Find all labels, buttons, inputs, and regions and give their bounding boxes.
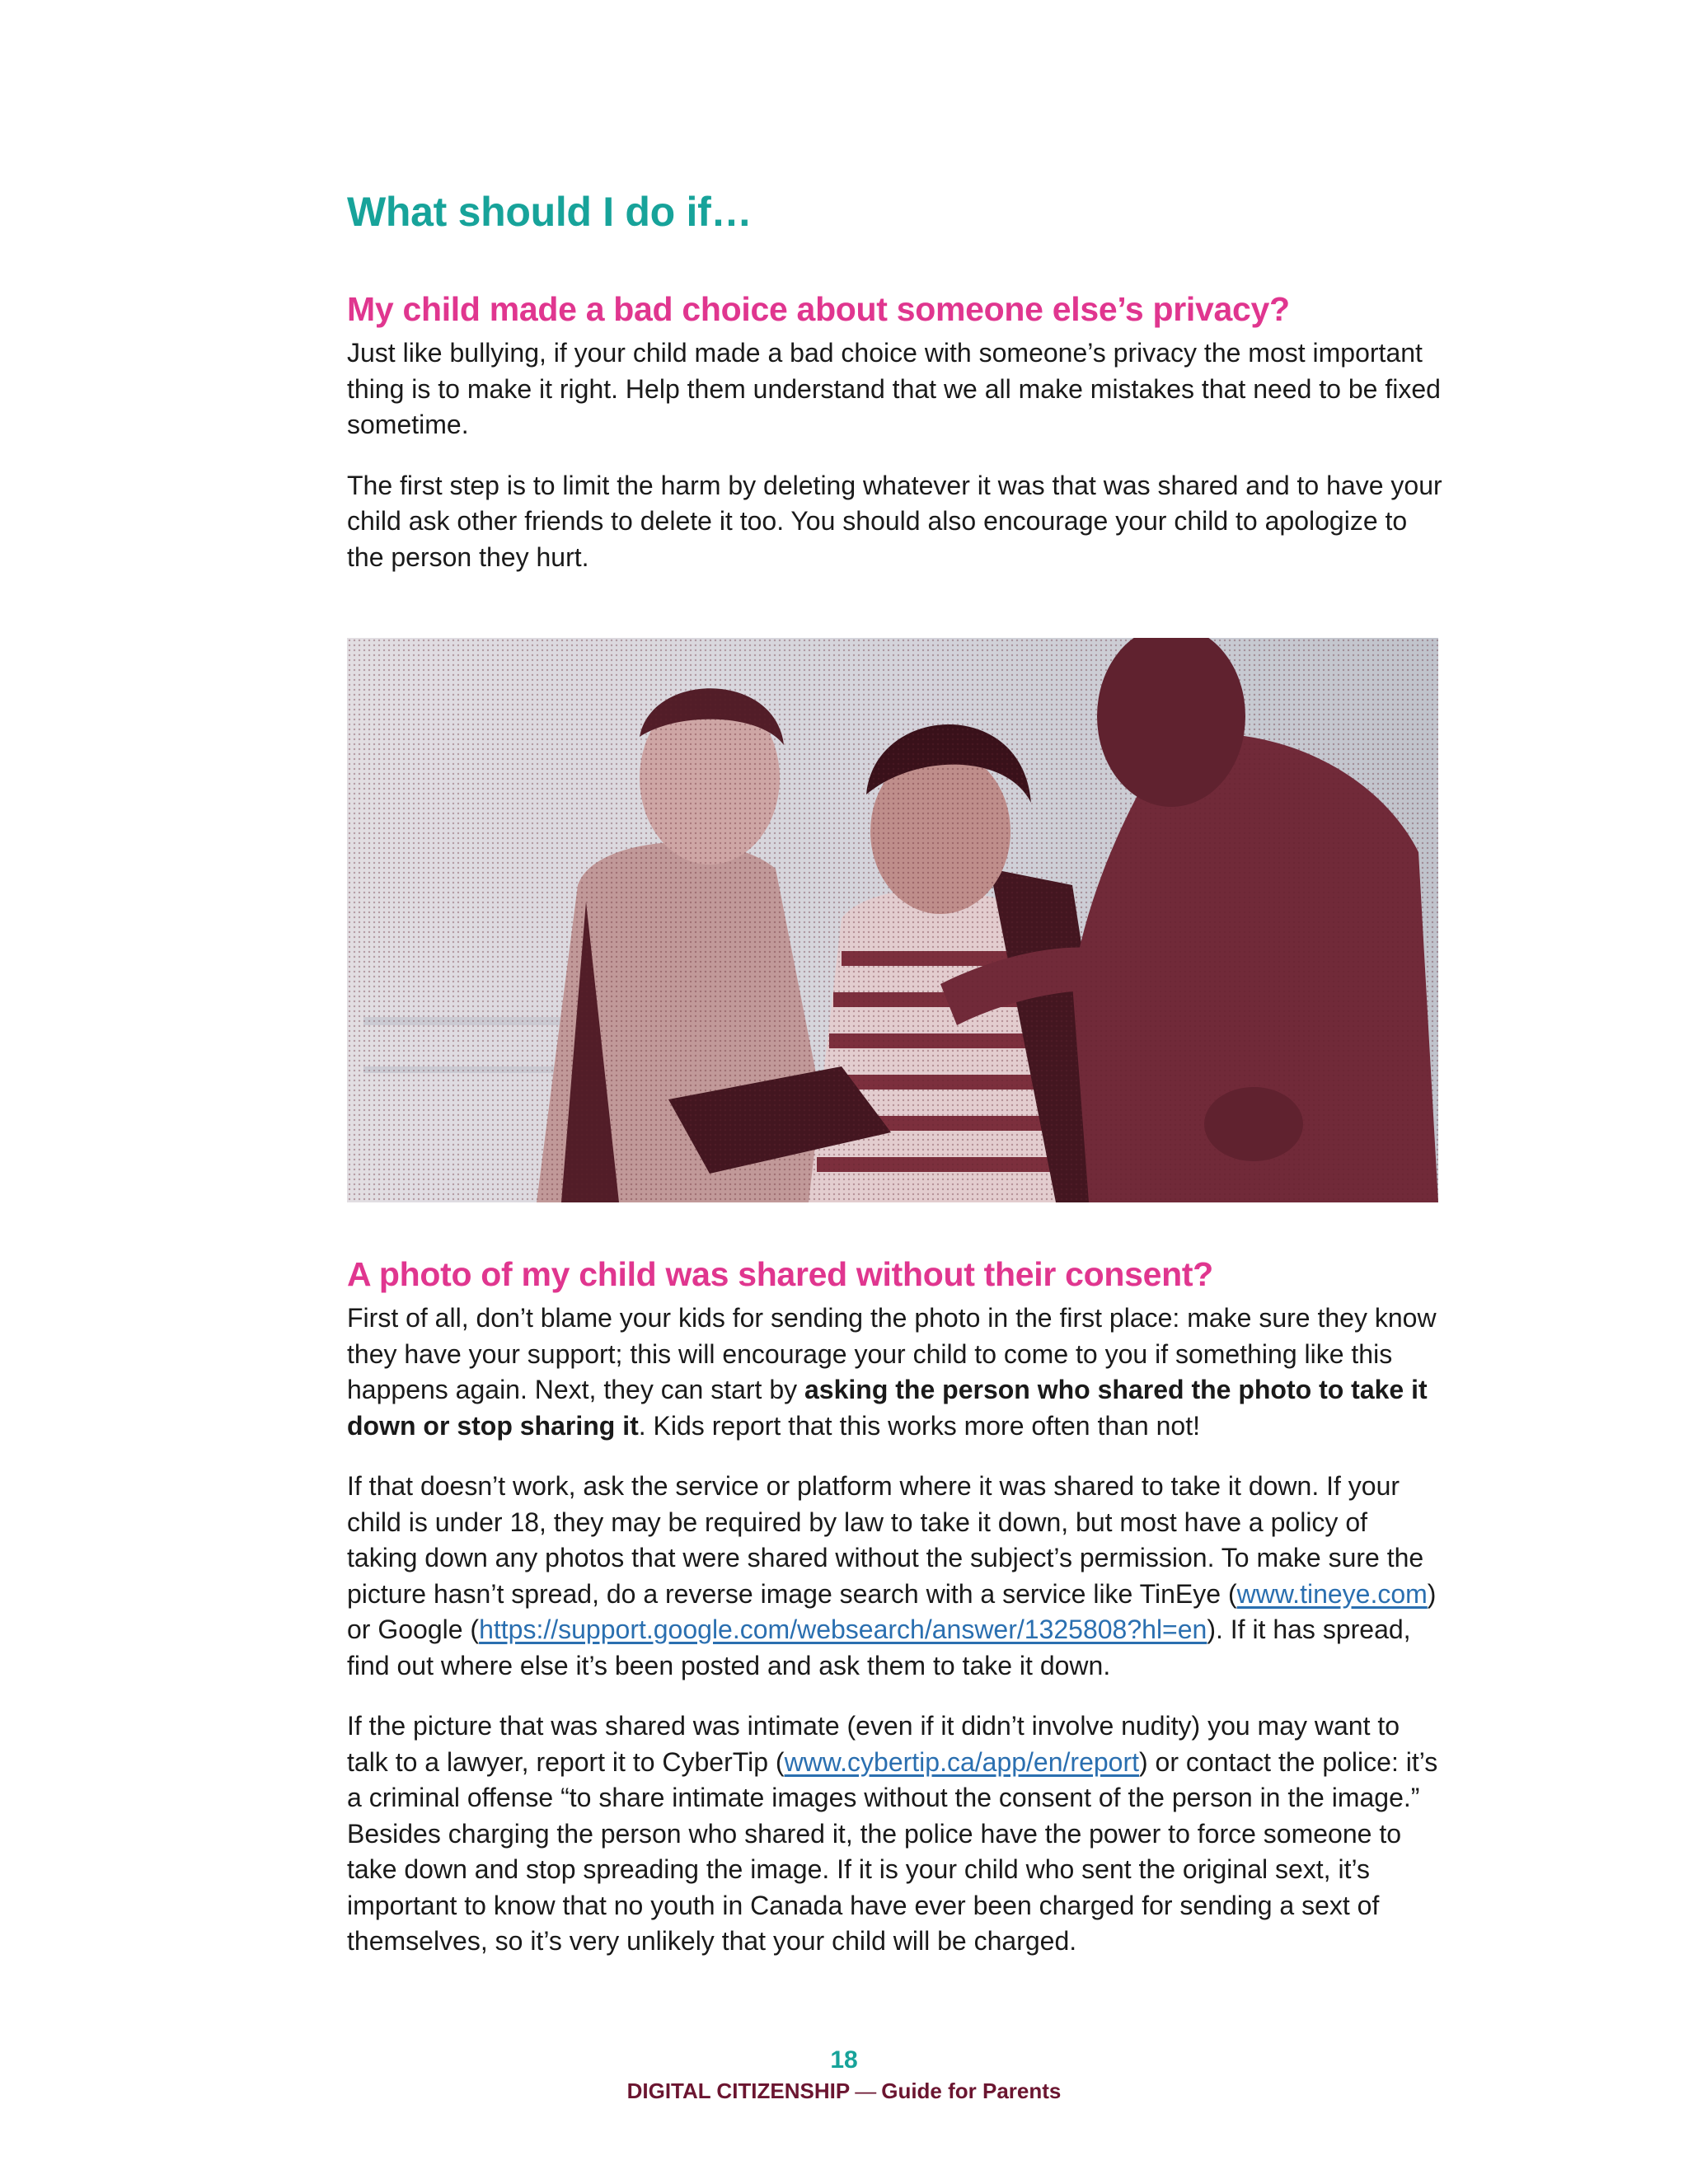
section-heading: My child made a bad choice about someone else’s privacy? xyxy=(347,290,1290,328)
footer-brand: DIGITAL CITIZENSHIP xyxy=(626,2079,851,2103)
paragraph: Just like bullying, if your child made a bad choice with someone’s privacy the most important thing is to make it right. Help them understand that we all make mistakes that need to be fixed sometime. xyxy=(347,338,1441,439)
paragraph xyxy=(347,1301,1443,1444)
bold-text: asking the person who shared the photo to take it down or stop sharing it xyxy=(347,1375,1428,1441)
text-run: If the picture that was shared was intimate (even if it didn’t involve nudity) you may want to talk to a lawyer, report it to CyberTip ( xyxy=(347,1711,1400,1777)
section-bad-choice-privacy xyxy=(347,290,1443,575)
teens-with-tablet-photo xyxy=(347,638,1438,1202)
google-support-link[interactable]: https://support.google.com/websearch/answer/1325808?hl=en xyxy=(479,1615,1207,1644)
page-title: What should I do if… xyxy=(347,189,753,235)
section-heading: A photo of my child was shared without their consent? xyxy=(347,1255,1213,1293)
text-run: ). If it has spread, find out where else it’s been posted and ask them to take it down. xyxy=(347,1615,1411,1680)
footer-dash: — xyxy=(855,2079,877,2103)
text-run: If that doesn’t work, ask the service or platform where it was shared to take it down. If your child is under 18, they may be required by law to take it down, but most have a policy of taking down any photos that were shared without the subject’s permission. To make sure the picture hasn’t spread, do a reverse image search with a service like TinEye ( xyxy=(347,1471,1424,1609)
paragraph xyxy=(347,1469,1443,1684)
photo-illustration xyxy=(347,638,1438,1202)
page-number: 18 xyxy=(830,2046,858,2074)
cybertip-link[interactable]: www.cybertip.ca/app/en/report xyxy=(784,1746,1139,1777)
text-run: ) or contact the police: it’s a criminal offense “to share intimate images without the consent of the person in the image.” Besides charging the person who shared it, the police have the power to force someone to take down and stop spreading the image. If it is your child who sent the original sext, it’s important to know that no youth in Canada have ever been charged for sending a sext of themselves, so it’s very unlikely that your child will be charged. xyxy=(347,1746,1438,1956)
text-run: . Kids report that this works more often than not! xyxy=(638,1410,1200,1441)
section-photo-shared xyxy=(347,1255,1443,1960)
footer-guide-title: Guide for Parents xyxy=(881,2079,1062,2103)
text-run: First of all, don’t blame your kids for sending the photo in the first place: make sure they know they have your support; this will encourage your child to come to you if something like this happens again. Next, they can start by xyxy=(347,1303,1437,1404)
tineye-link[interactable]: www.tineye.com xyxy=(1236,1578,1428,1609)
footer-credit xyxy=(0,2079,1688,2104)
paragraph xyxy=(347,1708,1443,1960)
paragraph: The first step is to limit the harm by deleting whatever it was that was shared and to have your child ask other friends to delete it too. You should also encourage your child to apologize to the person they hurt. xyxy=(347,470,1442,572)
text-run: ) or Google ( xyxy=(347,1578,1437,1644)
